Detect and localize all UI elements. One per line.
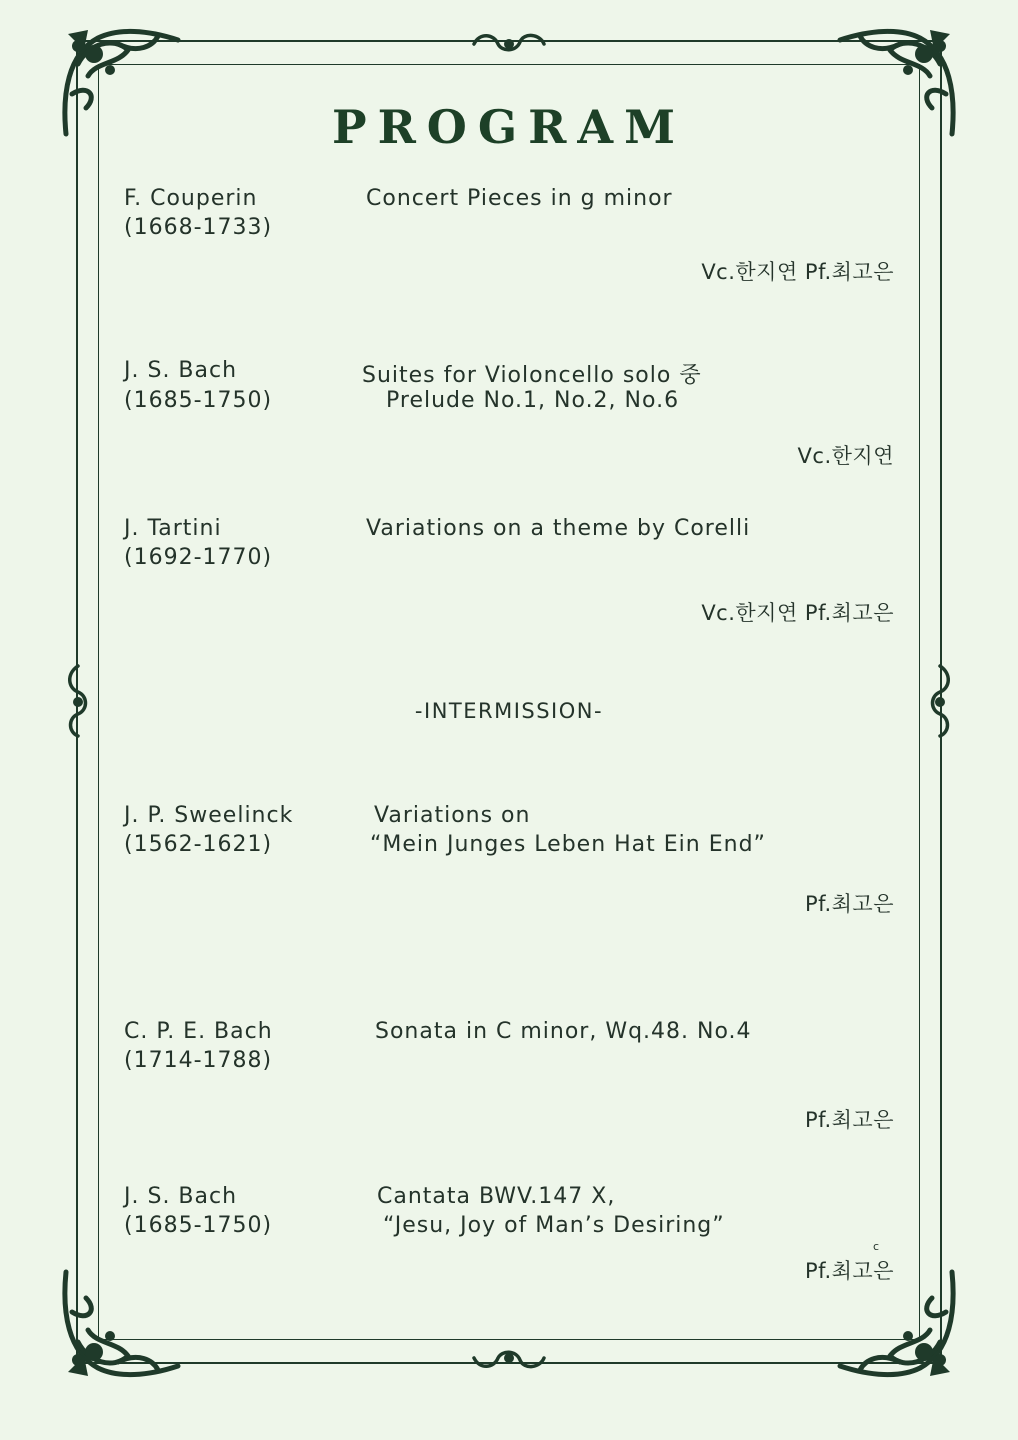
- composer-name: J. Tartini: [124, 516, 222, 541]
- composer-name: J. S. Bach: [124, 358, 238, 383]
- composer-lifespan: (1714-1788): [124, 1048, 273, 1073]
- composer-name: C. P. E. Bach: [124, 1019, 273, 1044]
- composer-lifespan: (1692-1770): [124, 545, 273, 570]
- composer-name: J. P. Sweelinck: [124, 803, 294, 828]
- page-title: PROGRAM: [331, 100, 686, 154]
- stray-mark: c: [873, 1240, 880, 1253]
- performers: Vc.한지연 Pf.최고은: [701, 601, 894, 625]
- performers: Vc.한지연: [797, 444, 894, 468]
- work-title: Sonata in C minor, Wq.48. No.4: [375, 1019, 752, 1044]
- composer-lifespan: (1668-1733): [124, 215, 273, 240]
- performers: Vc.한지연 Pf.최고은: [701, 260, 894, 284]
- work-title: Cantata BWV.147 X,: [377, 1184, 616, 1209]
- composer-name: J. S. Bach: [124, 1184, 238, 1209]
- corner-ornament-bottom-left: [58, 1262, 188, 1382]
- work-title: Suites for Violoncello solo 중: [362, 363, 702, 388]
- composer-lifespan: (1562-1621): [124, 832, 273, 857]
- work-title: Variations on a theme by Corelli: [366, 516, 751, 541]
- performers: Pf.최고은: [804, 892, 894, 916]
- work-subtitle: “Jesu, Joy of Man’s Desiring”: [383, 1213, 725, 1238]
- composer-name: F. Couperin: [124, 186, 258, 211]
- bottom-center-ornament: [468, 1346, 550, 1374]
- composer-lifespan: (1685-1750): [124, 388, 273, 413]
- performers: Pf.최고은: [804, 1259, 894, 1283]
- work-title: Variations on: [374, 803, 531, 828]
- performers: Pf.최고은: [804, 1108, 894, 1132]
- work-title: Concert Pieces in g minor: [366, 186, 673, 211]
- work-subtitle: “Mein Junges Leben Hat Ein End”: [370, 832, 766, 857]
- top-center-ornament: [468, 28, 550, 56]
- work-subtitle: Prelude No.1, No.2, No.6: [386, 388, 680, 413]
- intermission-label: -INTERMISSION-: [414, 699, 604, 723]
- composer-lifespan: (1685-1750): [124, 1213, 273, 1238]
